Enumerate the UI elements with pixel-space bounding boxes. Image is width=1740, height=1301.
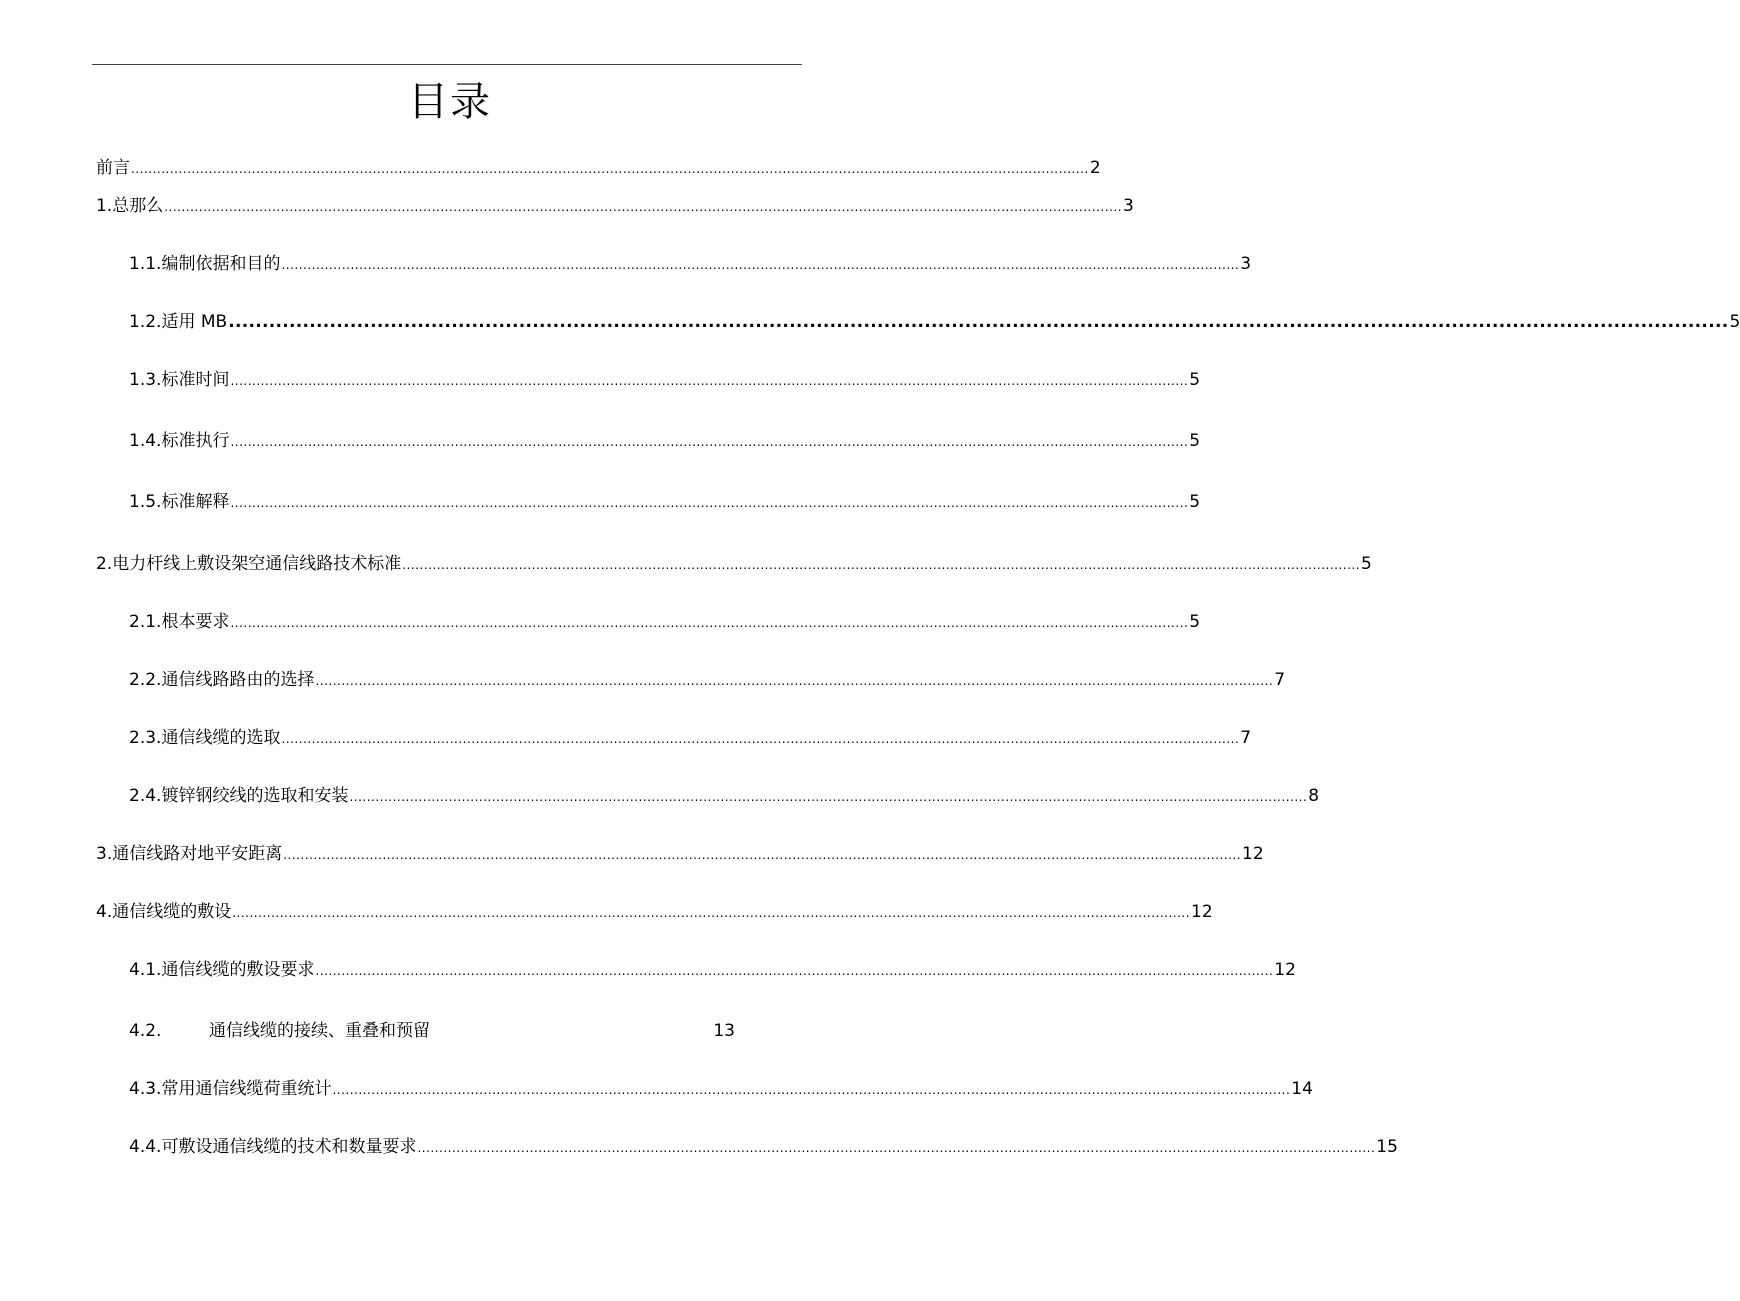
toc-entry-number: 1.2. <box>129 312 162 332</box>
toc-entry-text: 编制依据和目的 <box>161 254 281 274</box>
toc-leader: .............................................................................................................................................................................................................................. <box>230 435 1189 449</box>
toc-entry-text: 标准时间 <box>161 370 230 390</box>
toc-entry-text: 常用通信线缆荷重统计 <box>161 1079 332 1099</box>
toc-leader: .............................................................................................................................................................................................................................. <box>402 558 1361 572</box>
toc-entry-number: 2.3. <box>129 728 162 748</box>
toc-leader: .............................................................................................................................................................................................................................. <box>283 848 1242 862</box>
toc-page-number: 12 <box>1191 902 1213 922</box>
toc-entry-text: 通信线缆的接续、重叠和预留 <box>209 1021 430 1041</box>
toc-entry-section-2-3[interactable] <box>129 723 1252 748</box>
toc-entry-chapter-1[interactable] <box>96 191 1134 216</box>
toc-entry-number: 3 <box>96 844 107 864</box>
toc-entry-number: 2.4. <box>129 786 162 806</box>
toc-page-number: 3 <box>1123 196 1134 216</box>
toc-page-number: 3 <box>1240 254 1252 274</box>
toc-entry-number: 1.5. <box>129 492 162 512</box>
toc-entry-number: 2.1. <box>129 612 162 632</box>
toc-entry-text: 通信线路路由的选择 <box>161 670 315 690</box>
toc-entry-section-1-4[interactable] <box>129 426 1201 451</box>
toc-entry-section-4-2[interactable] <box>129 1016 735 1040</box>
toc-leader: .............................................................................................................................................................................................................................. <box>232 906 1191 920</box>
toc-leader: .............................................................................................................................................................................................................................. <box>417 1141 1376 1155</box>
toc-entry-text: 标准解释 <box>161 492 230 512</box>
toc-page-number: 5 <box>1189 431 1201 451</box>
toc-leader: .............................................................................................................................................................................................................................. <box>332 1083 1291 1097</box>
toc-page-number: 5 <box>1189 612 1201 632</box>
toc-entry-number: 1.4. <box>129 431 162 451</box>
toc-entry-number: 2.2. <box>129 670 162 690</box>
toc-entry-number: 1.1. <box>129 254 162 274</box>
toc-leader: .............................................................................................................................................................................................................................. <box>315 674 1274 688</box>
toc-entry-chapter-2[interactable] <box>96 549 1372 574</box>
toc-entry-section-2-4[interactable] <box>129 781 1320 806</box>
toc-entry-section-4-1[interactable] <box>129 955 1296 980</box>
toc-entry-text: 通信线缆的敷设要求 <box>161 960 315 980</box>
toc-entry-number: 4.2. <box>129 1021 162 1041</box>
toc-leader: .............................................................................................................................................................................................................................. <box>281 258 1240 272</box>
toc-entry-text: 前言 <box>96 158 130 178</box>
toc-entry-text: 通信线缆的选取 <box>161 728 281 748</box>
toc-page-number: 12 <box>1274 960 1296 980</box>
toc-leader: .............................................................................................................................................................................................................................. <box>315 964 1274 978</box>
toc-entry-preface[interactable] <box>96 153 1101 178</box>
toc-entry-chapter-3[interactable] <box>96 839 1264 864</box>
toc-entry-text: 标准执行 <box>161 431 230 451</box>
toc-entry-section-4-3[interactable] <box>129 1074 1313 1099</box>
toc-entry-section-1-5[interactable] <box>129 487 1201 512</box>
toc-leader: .............................................................................................................................................................................................................................. <box>230 616 1189 630</box>
toc-entry-section-2-1[interactable] <box>129 607 1201 632</box>
toc-page-number: 15 <box>1376 1137 1398 1157</box>
toc-entry-number: 4 <box>96 902 107 922</box>
toc-entry-number: 4.1. <box>129 960 162 980</box>
toc-leader: .............................................................................................................................................................................................................................. <box>131 162 1089 176</box>
toc-entry-text: .总那么 <box>106 196 164 216</box>
toc-leader: .............................................................................................................................................................................................................................. <box>228 312 1729 332</box>
toc-entry-section-1-3[interactable] <box>129 365 1201 390</box>
toc-entry-text: 根本要求 <box>161 612 230 632</box>
toc-entry-text: .通信线路对地平安距离 <box>106 844 283 864</box>
toc-entry-section-1-1[interactable] <box>129 249 1252 274</box>
toc-leader: .............................................................................................................................................................................................................................. <box>349 790 1308 804</box>
toc-entry-chapter-4[interactable] <box>96 897 1213 922</box>
toc-page-number: 5 <box>1189 492 1201 512</box>
toc-page-number: 2 <box>1089 158 1101 178</box>
toc-page-number: 12 <box>1242 844 1264 864</box>
toc-leader: .............................................................................................................................................................................................................................. <box>164 200 1123 214</box>
toc-page-number: 5 <box>1729 312 1740 332</box>
page-title: 目录 <box>408 79 492 125</box>
toc-entry-text: .电力杆线上敷设架空通信线路技术标准 <box>106 554 402 574</box>
toc-page-number: 7 <box>1274 670 1286 690</box>
toc-page-number: 13 <box>713 1021 735 1041</box>
toc-entry-number: 1.3. <box>129 370 162 390</box>
toc-page-number: 5 <box>1189 370 1201 390</box>
toc-page-number: 8 <box>1308 786 1320 806</box>
toc-entry-section-1-2[interactable] <box>129 307 1740 332</box>
toc-entry-text: 镀锌钢绞线的选取和安装 <box>161 786 349 806</box>
toc-entry-section-2-2[interactable] <box>129 665 1286 690</box>
toc-entry-number: 1 <box>96 196 107 216</box>
toc-leader: .............................................................................................................................................................................................................................. <box>230 374 1189 388</box>
toc-entry-number: 4.3. <box>129 1079 162 1099</box>
toc-page-number: 14 <box>1291 1079 1313 1099</box>
toc-entry-text: 适用 MB <box>161 312 228 332</box>
toc-entry-text: 可敷设通信线缆的技术和数量要求 <box>161 1137 417 1157</box>
toc-entry-number: 2 <box>96 554 107 574</box>
toc-entry-text: .通信线缆的敷设 <box>106 902 232 922</box>
header-rule <box>92 64 802 65</box>
toc-leader: .............................................................................................................................................................................................................................. <box>230 496 1189 510</box>
toc-entry-number: 4.4. <box>129 1137 162 1157</box>
toc-leader: .............................................................................................................................................................................................................................. <box>281 732 1240 746</box>
toc-page-number: 7 <box>1240 728 1252 748</box>
toc-entry-section-4-4[interactable] <box>129 1132 1398 1157</box>
toc-page-number: 5 <box>1361 554 1372 574</box>
